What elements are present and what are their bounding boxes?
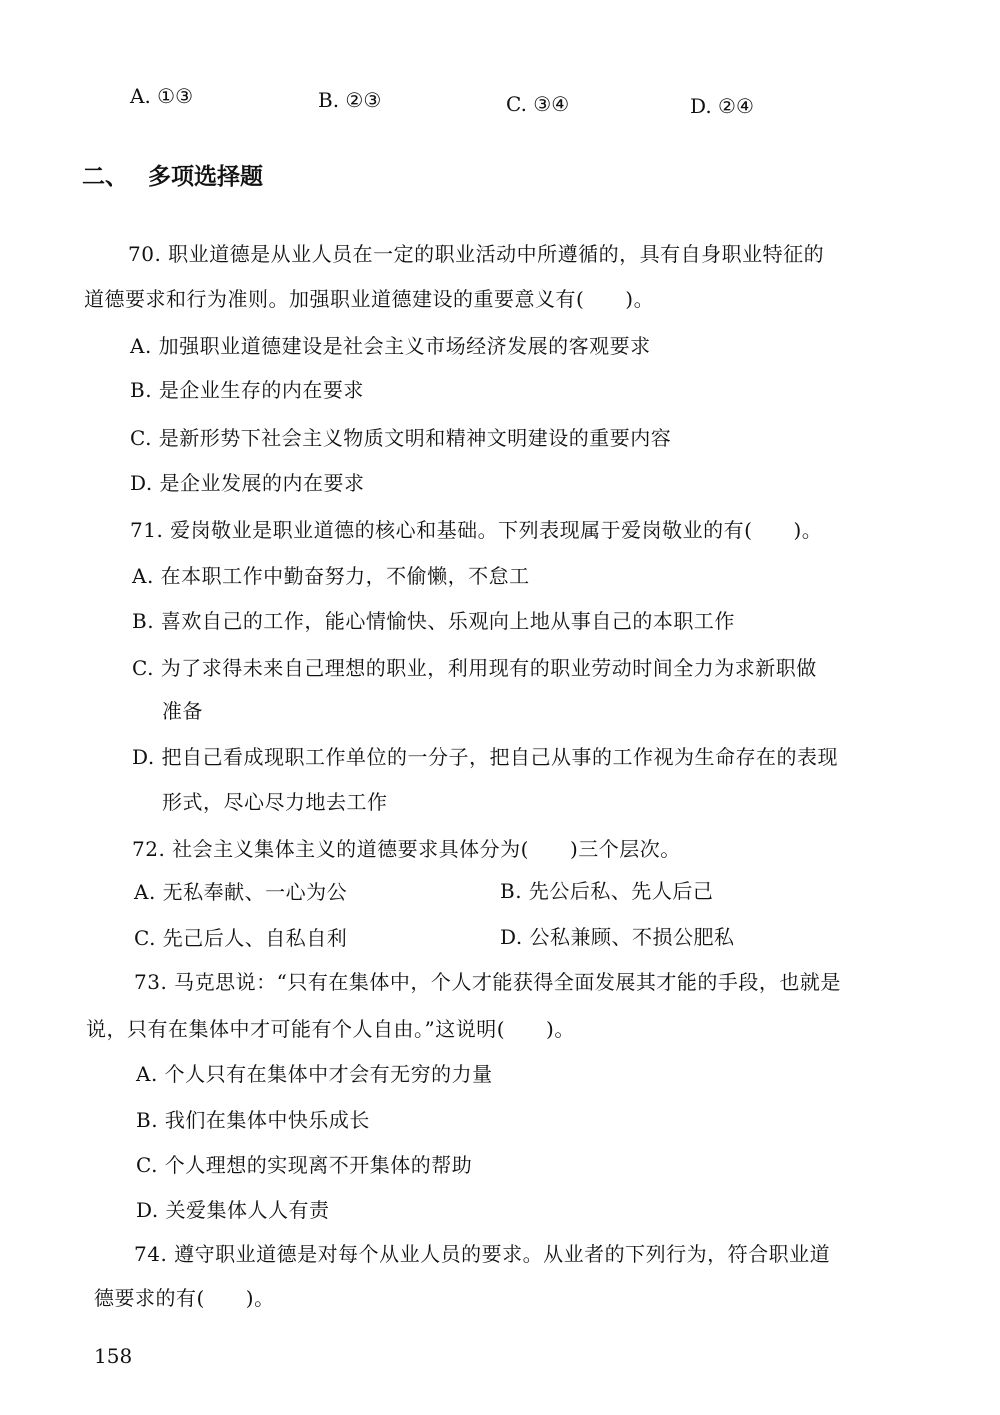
top-option-d: D. ②④ — [690, 94, 754, 118]
question-71-option-d-cont: 形式，尽心尽力地去工作 — [162, 790, 388, 814]
top-option-c: C. ③④ — [506, 92, 570, 116]
question-71-option-c-cont: 准备 — [162, 699, 203, 723]
page-number: 158 — [94, 1344, 133, 1368]
question-70-option-c: C. 是新形势下社会主义物质文明和精神文明建设的重要内容 — [130, 426, 672, 450]
question-72-option-d: D. 公私兼顾、不损公肥私 — [500, 925, 735, 949]
question-72-option-c: C. 先己后人、自私自利 — [134, 926, 348, 950]
question-71-stem: 71. 爱岗敬业是职业道德的核心和基础。下列表现属于爱岗敬业的有( )。 — [130, 518, 823, 542]
question-72-stem: 72. 社会主义集体主义的道德要求具体分为( )三个层次。 — [132, 837, 681, 861]
top-option-b: B. ②③ — [318, 88, 382, 112]
question-70-stem-line1: 70. 职业道德是从业人员在一定的职业活动中所遵循的，具有自身职业特征的 — [128, 242, 825, 266]
question-71-option-b: B. 喜欢自己的工作，能心情愉快、乐观向上地从事自己的本职工作 — [132, 609, 735, 633]
section-title: 多项选择题 — [148, 164, 263, 190]
question-71-option-c: C. 为了求得未来自己理想的职业，利用现有的职业劳动时间全力为求新职做 — [132, 656, 817, 680]
question-73-option-b: B. 我们在集体中快乐成长 — [136, 1108, 370, 1132]
question-73-stem-line1: 73. 马克思说：“只有在集体中，个人才能获得全面发展其才能的手段，也就是 — [134, 970, 841, 994]
question-70-option-d: D. 是企业发展的内在要求 — [130, 471, 365, 495]
top-option-a: A. ①③ — [130, 84, 194, 108]
question-72-option-a: A. 无私奉献、一心为公 — [134, 880, 348, 904]
question-74-stem-line2: 德要求的有( )。 — [94, 1286, 275, 1310]
question-70-stem-line2: 道德要求和行为准则。加强职业道德建设的重要意义有( )。 — [84, 287, 655, 311]
question-73-stem-line2: 说，只有在集体中才可能有个人自由。”这说明( )。 — [86, 1017, 575, 1041]
question-74-stem-line1: 74. 遵守职业道德是对每个从业人员的要求。从业者的下列行为，符合职业道 — [134, 1242, 831, 1266]
question-71-option-d: D. 把自己看成现职工作单位的一分子，把自己从事的工作视为生命存在的表现 — [132, 745, 839, 769]
question-70-option-b: B. 是企业生存的内在要求 — [130, 378, 364, 402]
question-70-option-a: A. 加强职业道德建设是社会主义市场经济发展的客观要求 — [130, 334, 651, 358]
question-73-option-d: D. 关爱集体人人有责 — [136, 1198, 330, 1222]
question-73-option-c: C. 个人理想的实现离不开集体的帮助 — [136, 1153, 473, 1177]
question-73-option-a: A. 个人只有在集体中才会有无穷的力量 — [136, 1062, 493, 1086]
question-71-option-a: A. 在本职工作中勤奋努力，不偷懒，不怠工 — [132, 564, 530, 588]
question-72-option-b: B. 先公后私、先人后己 — [500, 879, 714, 903]
section-number: 二、 — [82, 164, 128, 190]
